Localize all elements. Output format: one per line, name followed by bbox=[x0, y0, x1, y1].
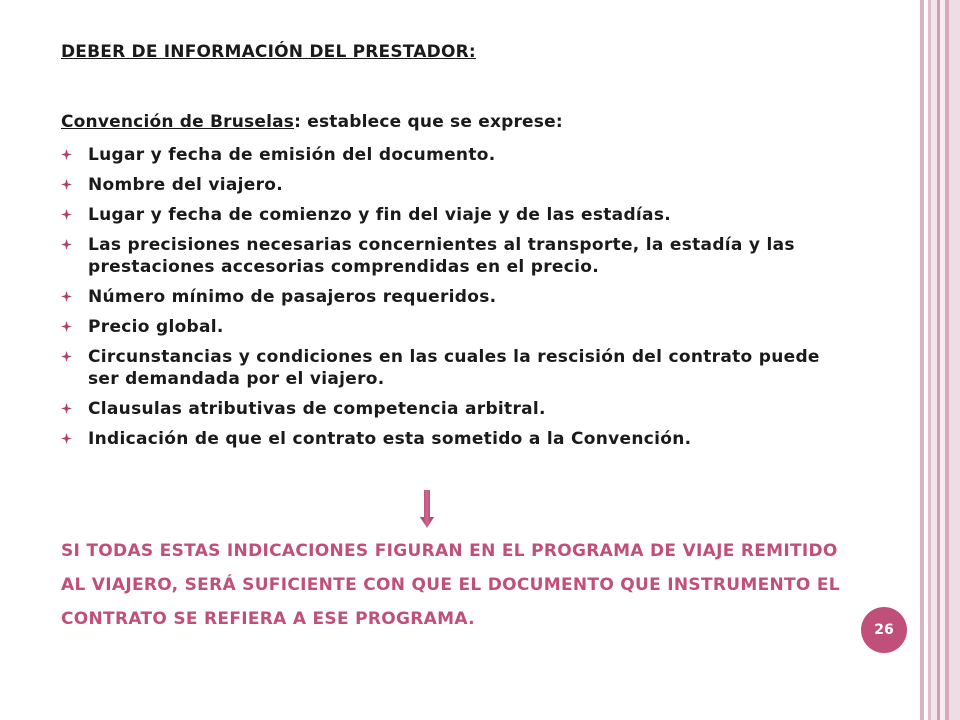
intro-text: : establece que se exprese: bbox=[294, 112, 563, 132]
list-item bbox=[61, 204, 851, 226]
diamond-bullet-icon bbox=[61, 351, 72, 362]
list-item bbox=[61, 174, 851, 196]
list-item-text: Lugar y fecha de comienzo y fin del viaje y de las estadías. bbox=[88, 205, 672, 225]
list-item-text: Número mínimo de pasajeros requeridos. bbox=[88, 287, 497, 307]
list-item bbox=[61, 234, 851, 278]
requirements-list bbox=[61, 144, 851, 458]
diamond-bullet-icon bbox=[61, 239, 72, 250]
list-item bbox=[61, 398, 851, 420]
diamond-bullet-icon bbox=[61, 179, 72, 190]
diamond-bullet-icon bbox=[61, 433, 72, 444]
diamond-bullet-icon bbox=[61, 149, 72, 160]
conclusion-text: SI TODAS ESTAS INDICACIONES FIGURAN EN EL PROGRAMA DE VIAJE REMITIDO AL VIAJERO, SERÁ SUFICIENTE CON QUE EL DOCUMENTO QUE INSTRUMENTO EL CONTRATO SE REFIERA A ESE PROGRAMA. bbox=[61, 541, 840, 629]
list-item-text: Lugar y fecha de emisión del documento. bbox=[88, 145, 496, 165]
list-item bbox=[61, 316, 851, 338]
list-item-text: Nombre del viajero. bbox=[88, 175, 284, 195]
list-item-text: Precio global. bbox=[88, 317, 224, 337]
diamond-bullet-icon bbox=[61, 209, 72, 220]
diamond-bullet-icon bbox=[61, 291, 72, 302]
slide-title: DEBER DE INFORMACIÓN DEL PRESTADOR: bbox=[61, 42, 476, 62]
list-item-text: Indicación de que el contrato esta sometido a la Convención. bbox=[88, 429, 692, 449]
list-item bbox=[61, 346, 851, 390]
down-arrow-icon bbox=[420, 490, 434, 528]
page-number-badge: 26 bbox=[861, 607, 907, 653]
intro-line bbox=[61, 112, 563, 132]
diamond-bullet-icon bbox=[61, 403, 72, 414]
decorative-stripes bbox=[920, 0, 960, 720]
list-item bbox=[61, 144, 851, 166]
list-item bbox=[61, 286, 851, 308]
list-item-text: Circunstancias y condiciones en las cuales la rescisión del contrato puede ser demandada por el viajero. bbox=[88, 347, 820, 389]
list-item bbox=[61, 428, 851, 450]
diamond-bullet-icon bbox=[61, 321, 72, 332]
list-item-text: Clausulas atributivas de competencia arbitral. bbox=[88, 399, 546, 419]
list-item-text: Las precisiones necesarias concernientes al transporte, la estadía y las prestaciones accesorias comprendidas en el precio. bbox=[88, 235, 795, 277]
intro-convention-name: Convención de Bruselas bbox=[61, 112, 295, 132]
